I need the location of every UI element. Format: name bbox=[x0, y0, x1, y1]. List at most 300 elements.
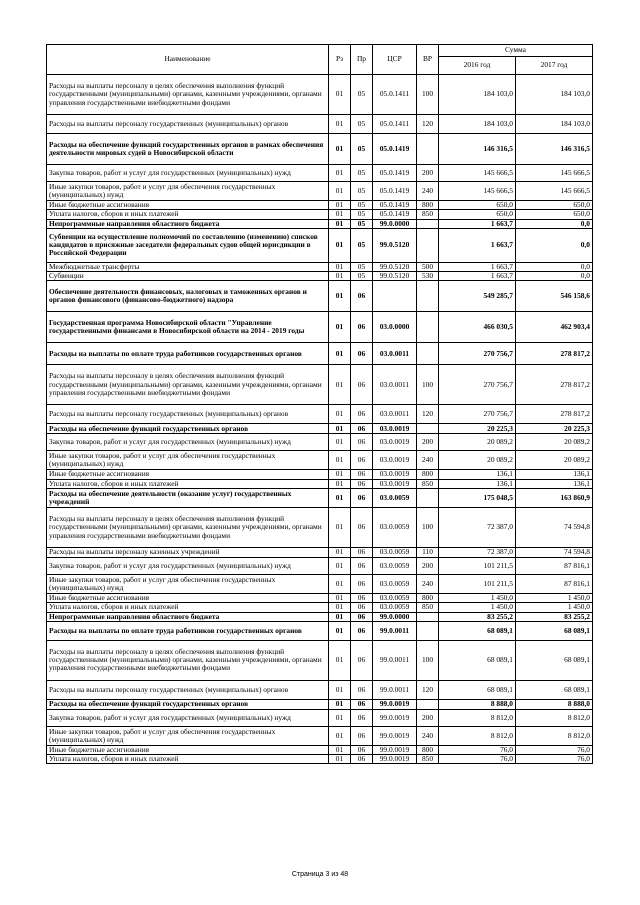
row-vr-cell: 240 bbox=[417, 574, 439, 593]
table-row bbox=[47, 507, 593, 547]
row-csr-cell: 05.0.1419 bbox=[373, 182, 417, 201]
row-name-cell: Иные бюджетные ассигнования bbox=[47, 201, 329, 210]
table-row bbox=[47, 75, 593, 115]
row-pr-cell: 06 bbox=[351, 343, 373, 365]
row-2016-cell: 270 756,7 bbox=[439, 343, 516, 365]
row-2016-cell: 184 103,0 bbox=[439, 115, 516, 134]
row-rz-cell: 01 bbox=[329, 593, 351, 602]
row-csr-cell: 99.0.0019 bbox=[373, 745, 417, 754]
row-csr-cell: 03.0.0011 bbox=[373, 365, 417, 405]
row-2017-cell: 20 089,2 bbox=[516, 451, 593, 470]
table-row bbox=[47, 343, 593, 365]
row-pr-cell: 05 bbox=[351, 165, 373, 182]
table-row bbox=[47, 470, 593, 479]
row-rz-cell: 01 bbox=[329, 603, 351, 612]
row-pr-cell: 06 bbox=[351, 603, 373, 612]
row-name-cell: Иные закупки товаров, работ и услуг для обеспечения государственных (муниципальных) нужд bbox=[47, 451, 329, 470]
row-vr-cell: 850 bbox=[417, 603, 439, 612]
row-rz-cell: 01 bbox=[329, 405, 351, 424]
row-2017-cell: 650,0 bbox=[516, 210, 593, 219]
row-2017-cell: 1 450,0 bbox=[516, 603, 593, 612]
row-2016-cell: 101 211,5 bbox=[439, 574, 516, 593]
row-vr-cell: 200 bbox=[417, 557, 439, 574]
row-vr-cell: 850 bbox=[417, 479, 439, 488]
row-pr-cell: 06 bbox=[351, 621, 373, 640]
row-csr-cell: 03.0.0019 bbox=[373, 479, 417, 488]
row-csr-cell: 99.0.0019 bbox=[373, 709, 417, 726]
row-2017-cell: 68 089,1 bbox=[516, 640, 593, 680]
row-pr-cell: 06 bbox=[351, 745, 373, 754]
row-2016-cell: 1 450,0 bbox=[439, 593, 516, 602]
row-csr-cell: 99.0.0019 bbox=[373, 726, 417, 745]
row-pr-cell: 06 bbox=[351, 699, 373, 709]
row-2016-cell: 83 255,2 bbox=[439, 612, 516, 621]
row-rz-cell: 01 bbox=[329, 470, 351, 479]
row-2017-cell: 83 255,2 bbox=[516, 612, 593, 621]
row-2017-cell: 8 812,0 bbox=[516, 709, 593, 726]
row-csr-cell: 03.0.0000 bbox=[373, 312, 417, 343]
row-2016-cell: 8 888,0 bbox=[439, 699, 516, 709]
table-row bbox=[47, 488, 593, 507]
row-vr-cell: 100 bbox=[417, 365, 439, 405]
row-rz-cell: 01 bbox=[329, 547, 351, 557]
table-row bbox=[47, 201, 593, 210]
row-csr-cell: 03.0.0059 bbox=[373, 557, 417, 574]
row-vr-cell: 500 bbox=[417, 262, 439, 271]
row-csr-cell: 99.0.0019 bbox=[373, 699, 417, 709]
row-rz-cell: 01 bbox=[329, 182, 351, 201]
row-pr-cell: 05 bbox=[351, 75, 373, 115]
row-2017-cell: 184 103,0 bbox=[516, 75, 593, 115]
row-2016-cell: 20 225,3 bbox=[439, 424, 516, 434]
row-2017-cell: 0,0 bbox=[516, 262, 593, 271]
table-header bbox=[47, 45, 593, 75]
col-2016-header: 2016 год bbox=[439, 57, 516, 75]
row-csr-cell: 03.0.0059 bbox=[373, 488, 417, 507]
row-pr-cell: 06 bbox=[351, 547, 373, 557]
row-csr-cell: 03.0.0059 bbox=[373, 507, 417, 547]
col-csr-header: ЦСР bbox=[373, 45, 417, 75]
table-row bbox=[47, 210, 593, 219]
row-pr-cell: 05 bbox=[351, 272, 373, 281]
row-pr-cell: 06 bbox=[351, 640, 373, 680]
row-2016-cell: 184 103,0 bbox=[439, 75, 516, 115]
row-vr-cell: 200 bbox=[417, 434, 439, 451]
row-2017-cell: 0,0 bbox=[516, 272, 593, 281]
row-csr-cell: 05.0.1411 bbox=[373, 115, 417, 134]
row-vr-cell: 530 bbox=[417, 272, 439, 281]
row-name-cell: Уплата налогов, сборов и иных платежей bbox=[47, 755, 329, 764]
col-2017-header: 2017 год bbox=[516, 57, 593, 75]
row-name-cell: Закупка товаров, работ и услуг для государственных (муниципальных) нужд bbox=[47, 709, 329, 726]
row-2016-cell: 1 663,7 bbox=[439, 272, 516, 281]
row-2017-cell: 145 666,5 bbox=[516, 182, 593, 201]
row-rz-cell: 01 bbox=[329, 451, 351, 470]
row-rz-cell: 01 bbox=[329, 343, 351, 365]
row-2017-cell: 8 888,0 bbox=[516, 699, 593, 709]
row-name-cell: Непрограммные направления областного бюджета bbox=[47, 612, 329, 621]
row-vr-cell: 850 bbox=[417, 210, 439, 219]
budget-table bbox=[46, 44, 593, 764]
row-name-cell: Закупка товаров, работ и услуг для государственных (муниципальных) нужд bbox=[47, 557, 329, 574]
row-2017-cell: 650,0 bbox=[516, 201, 593, 210]
row-2017-cell: 76,0 bbox=[516, 745, 593, 754]
row-pr-cell: 06 bbox=[351, 755, 373, 764]
row-vr-cell bbox=[417, 343, 439, 365]
table-row bbox=[47, 451, 593, 470]
table-row bbox=[47, 228, 593, 262]
row-name-cell: Иные закупки товаров, работ и услуг для обеспечения государственных (муниципальных) нужд bbox=[47, 574, 329, 593]
row-rz-cell: 01 bbox=[329, 434, 351, 451]
row-2017-cell: 278 817,2 bbox=[516, 365, 593, 405]
row-name-cell: Иные бюджетные ассигнования bbox=[47, 593, 329, 602]
row-csr-cell: 99.0.5120 bbox=[373, 228, 417, 262]
row-pr-cell: 06 bbox=[351, 479, 373, 488]
table-row bbox=[47, 182, 593, 201]
row-csr-cell: 03.0.0059 bbox=[373, 547, 417, 557]
row-pr-cell: 06 bbox=[351, 405, 373, 424]
row-2017-cell: 146 316,5 bbox=[516, 134, 593, 165]
row-vr-cell bbox=[417, 134, 439, 165]
row-rz-cell: 01 bbox=[329, 699, 351, 709]
row-csr-cell: 03.0.0011 bbox=[373, 343, 417, 365]
col-vr-header: ВР bbox=[417, 45, 439, 75]
row-2016-cell: 145 666,5 bbox=[439, 165, 516, 182]
row-2016-cell: 1 663,7 bbox=[439, 219, 516, 228]
row-2017-cell: 0,0 bbox=[516, 228, 593, 262]
table-row bbox=[47, 134, 593, 165]
row-name-cell: Уплата налогов, сборов и иных платежей bbox=[47, 603, 329, 612]
row-csr-cell: 99.0.5120 bbox=[373, 262, 417, 271]
table-row bbox=[47, 709, 593, 726]
row-rz-cell: 01 bbox=[329, 680, 351, 699]
row-name-cell: Расходы на обеспечение функций государственных органов bbox=[47, 424, 329, 434]
row-vr-cell bbox=[417, 281, 439, 312]
row-pr-cell: 06 bbox=[351, 424, 373, 434]
row-vr-cell: 100 bbox=[417, 640, 439, 680]
row-2017-cell: 0,0 bbox=[516, 219, 593, 228]
row-2016-cell: 175 048,5 bbox=[439, 488, 516, 507]
col-rz-header: Рз bbox=[329, 45, 351, 75]
row-pr-cell: 06 bbox=[351, 709, 373, 726]
row-pr-cell: 05 bbox=[351, 219, 373, 228]
row-2017-cell: 1 450,0 bbox=[516, 593, 593, 602]
row-rz-cell: 01 bbox=[329, 424, 351, 434]
table-row bbox=[47, 612, 593, 621]
row-2016-cell: 1 663,7 bbox=[439, 262, 516, 271]
row-vr-cell: 800 bbox=[417, 470, 439, 479]
table-row bbox=[47, 115, 593, 134]
row-pr-cell: 06 bbox=[351, 574, 373, 593]
table-row bbox=[47, 272, 593, 281]
row-rz-cell: 01 bbox=[329, 479, 351, 488]
row-rz-cell: 01 bbox=[329, 281, 351, 312]
row-2017-cell: 74 594,8 bbox=[516, 507, 593, 547]
row-vr-cell: 100 bbox=[417, 507, 439, 547]
row-name-cell: Иные бюджетные ассигнования bbox=[47, 745, 329, 754]
row-2016-cell: 466 030,5 bbox=[439, 312, 516, 343]
row-pr-cell: 05 bbox=[351, 201, 373, 210]
row-name-cell: Расходы на обеспечение функций государственных органов bbox=[47, 699, 329, 709]
row-pr-cell: 06 bbox=[351, 612, 373, 621]
row-2017-cell: 278 817,2 bbox=[516, 405, 593, 424]
row-pr-cell: 06 bbox=[351, 507, 373, 547]
table-row bbox=[47, 312, 593, 343]
table-row bbox=[47, 755, 593, 764]
row-2016-cell: 68 089,1 bbox=[439, 621, 516, 640]
row-pr-cell: 06 bbox=[351, 488, 373, 507]
row-vr-cell bbox=[417, 424, 439, 434]
row-csr-cell: 03.0.0019 bbox=[373, 470, 417, 479]
row-vr-cell bbox=[417, 312, 439, 343]
row-name-cell: Государственная программа Новосибирской области "Управление государственными финансами в Новосибирской области на 2014 - 2019 годы bbox=[47, 312, 329, 343]
row-pr-cell: 06 bbox=[351, 451, 373, 470]
col-name-header: Наименование bbox=[47, 45, 329, 75]
row-pr-cell: 06 bbox=[351, 434, 373, 451]
row-2017-cell: 87 816,1 bbox=[516, 557, 593, 574]
row-name-cell: Непрограммные направления областного бюджета bbox=[47, 219, 329, 228]
row-vr-cell: 100 bbox=[417, 75, 439, 115]
row-2017-cell: 20 089,2 bbox=[516, 434, 593, 451]
row-2016-cell: 76,0 bbox=[439, 745, 516, 754]
row-csr-cell: 99.0.0011 bbox=[373, 640, 417, 680]
row-pr-cell: 05 bbox=[351, 210, 373, 219]
row-2016-cell: 146 316,5 bbox=[439, 134, 516, 165]
row-csr-cell: 99.0.0011 bbox=[373, 621, 417, 640]
row-2017-cell: 462 903,4 bbox=[516, 312, 593, 343]
row-2017-cell: 184 103,0 bbox=[516, 115, 593, 134]
row-2016-cell: 136,1 bbox=[439, 479, 516, 488]
row-pr-cell: 06 bbox=[351, 593, 373, 602]
table-row bbox=[47, 593, 593, 602]
row-vr-cell: 800 bbox=[417, 201, 439, 210]
row-csr-cell: 05.0.1419 bbox=[373, 134, 417, 165]
row-rz-cell: 01 bbox=[329, 365, 351, 405]
row-rz-cell: 01 bbox=[329, 210, 351, 219]
row-pr-cell: 06 bbox=[351, 365, 373, 405]
row-pr-cell: 06 bbox=[351, 470, 373, 479]
row-2017-cell: 87 816,1 bbox=[516, 574, 593, 593]
row-pr-cell: 06 bbox=[351, 680, 373, 699]
row-csr-cell: 03.0.0059 bbox=[373, 574, 417, 593]
row-2016-cell: 270 756,7 bbox=[439, 405, 516, 424]
table-row bbox=[47, 640, 593, 680]
row-rz-cell: 01 bbox=[329, 134, 351, 165]
row-rz-cell: 01 bbox=[329, 745, 351, 754]
row-vr-cell: 800 bbox=[417, 593, 439, 602]
row-csr-cell: 99.0.0000 bbox=[373, 612, 417, 621]
row-csr-cell bbox=[373, 281, 417, 312]
row-csr-cell: 03.0.0019 bbox=[373, 434, 417, 451]
row-vr-cell: 120 bbox=[417, 115, 439, 134]
row-name-cell: Расходы на обеспечение функций государственных органов в рамках обеспечения деятельности мировых судей в Новосибирской области bbox=[47, 134, 329, 165]
row-2016-cell: 68 089,1 bbox=[439, 640, 516, 680]
row-name-cell: Уплата налогов, сборов и иных платежей bbox=[47, 479, 329, 488]
row-name-cell: Уплата налогов, сборов и иных платежей bbox=[47, 210, 329, 219]
row-rz-cell: 01 bbox=[329, 201, 351, 210]
row-rz-cell: 01 bbox=[329, 312, 351, 343]
row-name-cell: Субвенции bbox=[47, 272, 329, 281]
table-row bbox=[47, 621, 593, 640]
row-rz-cell: 01 bbox=[329, 262, 351, 271]
row-name-cell: Расходы на выплаты персоналу государственных (муниципальных) органов bbox=[47, 115, 329, 134]
row-vr-cell bbox=[417, 612, 439, 621]
row-rz-cell: 01 bbox=[329, 272, 351, 281]
table-row bbox=[47, 557, 593, 574]
row-vr-cell: 240 bbox=[417, 182, 439, 201]
row-csr-cell: 05.0.1419 bbox=[373, 201, 417, 210]
row-vr-cell: 120 bbox=[417, 405, 439, 424]
table-row bbox=[47, 281, 593, 312]
row-csr-cell: 05.0.1419 bbox=[373, 210, 417, 219]
row-name-cell: Расходы на выплаты по оплате труда работников государственных органов bbox=[47, 343, 329, 365]
row-rz-cell: 01 bbox=[329, 115, 351, 134]
row-2017-cell: 136,1 bbox=[516, 470, 593, 479]
row-2016-cell: 650,0 bbox=[439, 201, 516, 210]
row-2016-cell: 20 089,2 bbox=[439, 451, 516, 470]
col-pr-header: Пр bbox=[351, 45, 373, 75]
row-2016-cell: 650,0 bbox=[439, 210, 516, 219]
row-csr-cell: 05.0.1411 bbox=[373, 75, 417, 115]
row-name-cell: Расходы на выплаты по оплате труда работников государственных органов bbox=[47, 621, 329, 640]
row-name-cell: Расходы на выплаты персоналу казенных учреждений bbox=[47, 547, 329, 557]
row-2017-cell: 20 225,3 bbox=[516, 424, 593, 434]
row-vr-cell: 200 bbox=[417, 165, 439, 182]
row-name-cell: Закупка товаров, работ и услуг для государственных (муниципальных) нужд bbox=[47, 434, 329, 451]
table-row bbox=[47, 745, 593, 754]
row-name-cell: Расходы на выплаты персоналу в целях обеспечения выполнения функций государственными (муниципальными) органами, казенными учреждениями, органами управления государственными внебюджетными фондами bbox=[47, 75, 329, 115]
row-vr-cell bbox=[417, 228, 439, 262]
row-vr-cell: 800 bbox=[417, 745, 439, 754]
row-2016-cell: 136,1 bbox=[439, 470, 516, 479]
table-row bbox=[47, 434, 593, 451]
row-2017-cell: 68 089,1 bbox=[516, 621, 593, 640]
row-csr-cell: 99.0.0011 bbox=[373, 680, 417, 699]
row-vr-cell: 850 bbox=[417, 755, 439, 764]
row-rz-cell: 01 bbox=[329, 574, 351, 593]
row-2017-cell: 145 666,5 bbox=[516, 165, 593, 182]
row-name-cell: Иные бюджетные ассигнования bbox=[47, 470, 329, 479]
row-name-cell: Расходы на выплаты персоналу государственных (муниципальных) органов bbox=[47, 680, 329, 699]
row-rz-cell: 01 bbox=[329, 755, 351, 764]
budget-table-page bbox=[46, 44, 592, 764]
row-rz-cell: 01 bbox=[329, 640, 351, 680]
row-2016-cell: 145 666,5 bbox=[439, 182, 516, 201]
row-csr-cell: 05.0.1419 bbox=[373, 165, 417, 182]
row-pr-cell: 06 bbox=[351, 312, 373, 343]
row-2016-cell: 101 211,5 bbox=[439, 557, 516, 574]
row-rz-cell: 01 bbox=[329, 709, 351, 726]
row-2017-cell: 68 089,1 bbox=[516, 680, 593, 699]
row-vr-cell: 200 bbox=[417, 709, 439, 726]
row-pr-cell: 06 bbox=[351, 281, 373, 312]
row-2017-cell: 76,0 bbox=[516, 755, 593, 764]
table-row bbox=[47, 219, 593, 228]
row-rz-cell: 01 bbox=[329, 75, 351, 115]
row-pr-cell: 06 bbox=[351, 726, 373, 745]
row-rz-cell: 01 bbox=[329, 228, 351, 262]
table-row bbox=[47, 262, 593, 271]
row-2016-cell: 8 812,0 bbox=[439, 726, 516, 745]
table-row bbox=[47, 726, 593, 745]
row-2016-cell: 549 285,7 bbox=[439, 281, 516, 312]
row-name-cell: Закупка товаров, работ и услуг для государственных (муниципальных) нужд bbox=[47, 165, 329, 182]
row-2016-cell: 8 812,0 bbox=[439, 709, 516, 726]
row-2016-cell: 72 387,0 bbox=[439, 547, 516, 557]
row-2016-cell: 20 089,2 bbox=[439, 434, 516, 451]
row-2016-cell: 1 663,7 bbox=[439, 228, 516, 262]
row-2017-cell: 136,1 bbox=[516, 479, 593, 488]
row-2016-cell: 76,0 bbox=[439, 755, 516, 764]
row-vr-cell bbox=[417, 621, 439, 640]
table-row bbox=[47, 405, 593, 424]
row-2017-cell: 546 158,6 bbox=[516, 281, 593, 312]
page-number: Страница 3 из 48 bbox=[291, 871, 349, 878]
table-row bbox=[47, 165, 593, 182]
row-csr-cell: 03.0.0059 bbox=[373, 593, 417, 602]
row-2017-cell: 74 594,8 bbox=[516, 547, 593, 557]
row-2016-cell: 1 450,0 bbox=[439, 603, 516, 612]
row-vr-cell bbox=[417, 488, 439, 507]
row-2017-cell: 278 817,2 bbox=[516, 343, 593, 365]
row-name-cell: Расходы на выплаты персоналу государственных (муниципальных) органов bbox=[47, 405, 329, 424]
row-csr-cell: 03.0.0019 bbox=[373, 451, 417, 470]
row-rz-cell: 01 bbox=[329, 621, 351, 640]
row-csr-cell: 03.0.0011 bbox=[373, 405, 417, 424]
table-row bbox=[47, 365, 593, 405]
row-vr-cell bbox=[417, 219, 439, 228]
row-vr-cell bbox=[417, 699, 439, 709]
row-name-cell: Расходы на выплаты персоналу в целях обеспечения выполнения функций государственными (муниципальными) органами, казенными учреждениями, органами управления государственными внебюджетными фондами bbox=[47, 507, 329, 547]
row-vr-cell: 240 bbox=[417, 451, 439, 470]
row-pr-cell: 05 bbox=[351, 134, 373, 165]
table-body bbox=[47, 75, 593, 764]
row-csr-cell: 99.0.5120 bbox=[373, 272, 417, 281]
row-2016-cell: 68 089,1 bbox=[439, 680, 516, 699]
row-vr-cell: 240 bbox=[417, 726, 439, 745]
table-row bbox=[47, 547, 593, 557]
row-rz-cell: 01 bbox=[329, 507, 351, 547]
row-name-cell: Расходы на выплаты персоналу в целях обеспечения выполнения функций государственными (муниципальными) органами, казенными учреждениями, органами управления государственными внебюджетными фондами bbox=[47, 365, 329, 405]
row-pr-cell: 06 bbox=[351, 557, 373, 574]
row-pr-cell: 05 bbox=[351, 115, 373, 134]
col-sum-header: Сумма bbox=[439, 45, 593, 57]
row-name-cell: Обеспечение деятельности финансовых, налоговых и таможенных органов и органов финансового (финансово-бюджетного) надзора bbox=[47, 281, 329, 312]
row-csr-cell: 03.0.0019 bbox=[373, 424, 417, 434]
row-name-cell: Межбюджетные трансферты bbox=[47, 262, 329, 271]
row-rz-cell: 01 bbox=[329, 557, 351, 574]
row-csr-cell: 99.0.0000 bbox=[373, 219, 417, 228]
row-rz-cell: 01 bbox=[329, 612, 351, 621]
table-row bbox=[47, 680, 593, 699]
row-vr-cell: 120 bbox=[417, 680, 439, 699]
row-name-cell: Иные закупки товаров, работ и услуг для обеспечения государственных (муниципальных) нужд bbox=[47, 726, 329, 745]
row-csr-cell: 99.0.0019 bbox=[373, 755, 417, 764]
row-rz-cell: 01 bbox=[329, 726, 351, 745]
row-vr-cell: 110 bbox=[417, 547, 439, 557]
table-row bbox=[47, 603, 593, 612]
row-pr-cell: 05 bbox=[351, 228, 373, 262]
row-name-cell: Расходы на выплаты персоналу в целях обеспечения выполнения функций государственными (муниципальными) органами, казенными учреждениями, органами управления государственными внебюджетными фондами bbox=[47, 640, 329, 680]
row-pr-cell: 05 bbox=[351, 182, 373, 201]
row-name-cell: Субвенции на осуществление полномочий по составлению (изменению) списков кандидатов в присяжные заседатели федеральных судов общей юрисдикции в Российской Федерации bbox=[47, 228, 329, 262]
row-2017-cell: 163 860,9 bbox=[516, 488, 593, 507]
row-rz-cell: 01 bbox=[329, 488, 351, 507]
row-csr-cell: 03.0.0059 bbox=[373, 603, 417, 612]
row-name-cell: Расходы на обеспечение деятельности (оказание услуг) государственных учреждений bbox=[47, 488, 329, 507]
table-row bbox=[47, 574, 593, 593]
row-2017-cell: 8 812,0 bbox=[516, 726, 593, 745]
